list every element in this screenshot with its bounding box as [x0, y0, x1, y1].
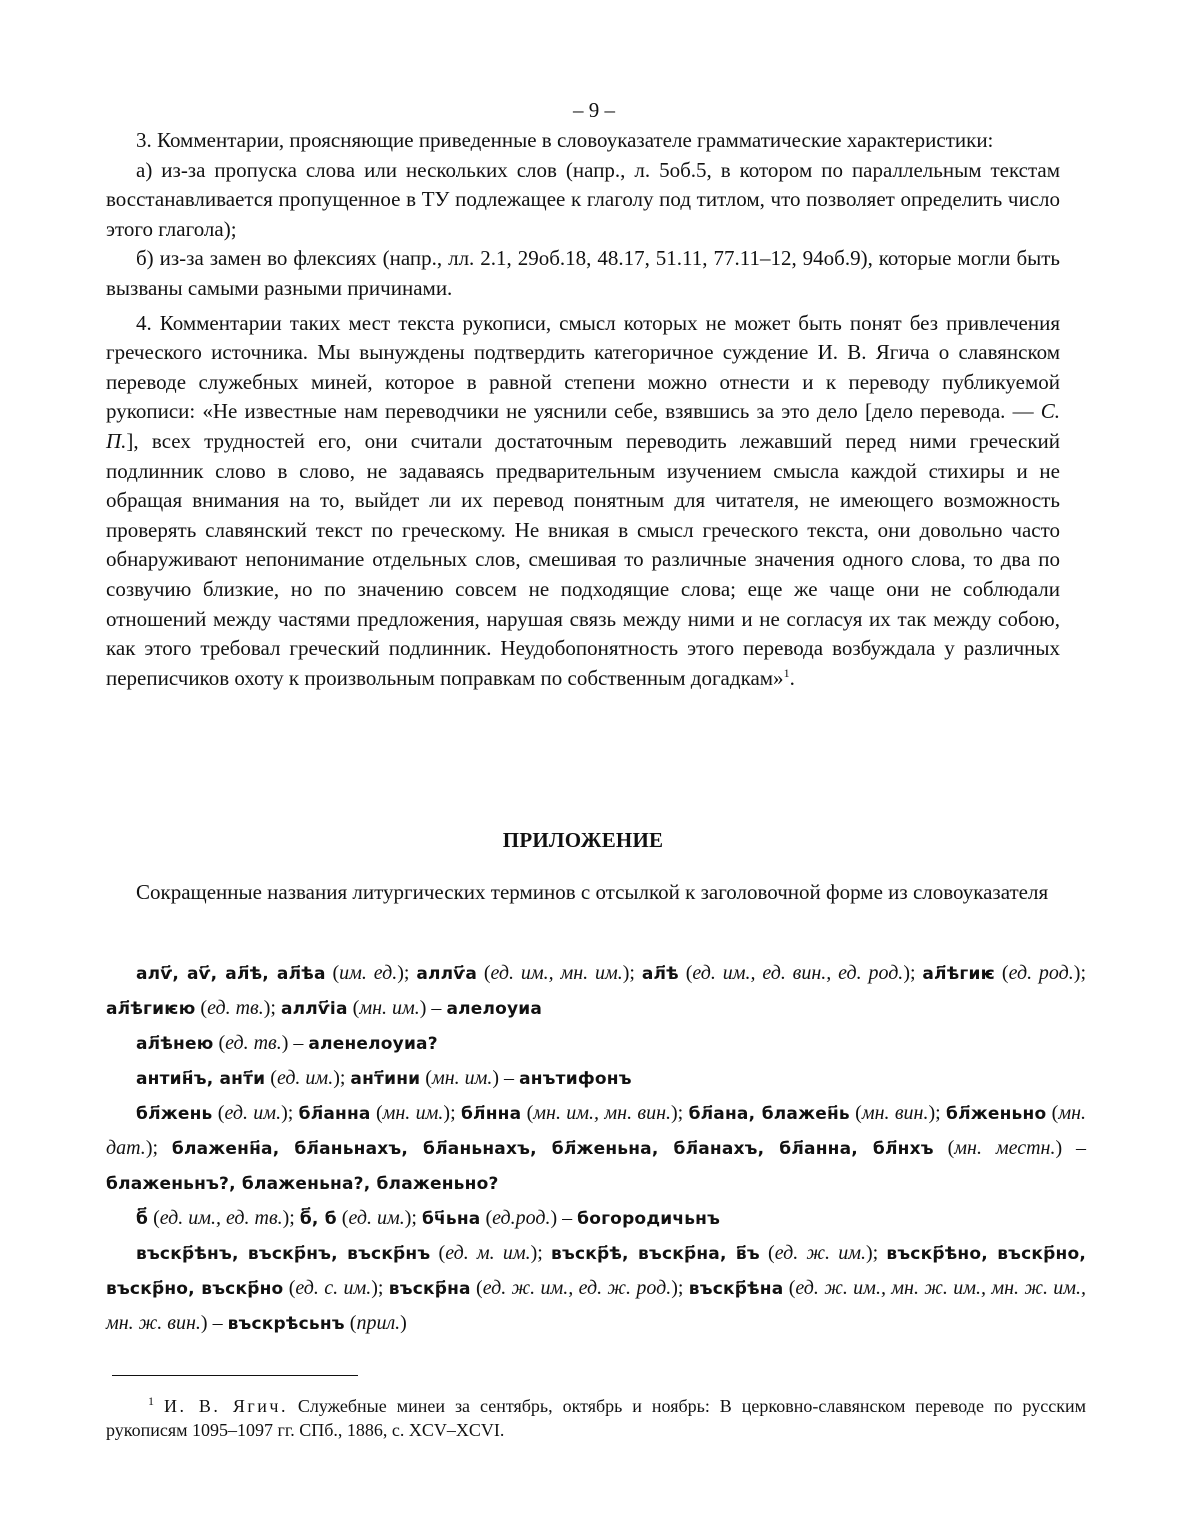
grammar-label: ед. ж. им., мн. ж. им., мн. ж. им., мн. ж. вин.	[106, 1277, 1087, 1334]
entry-text: );	[333, 1067, 351, 1089]
paragraph-4-part-a: 4. Комментарии таких мест текста рукописи, смысл которых не может быть понят без привлечения греческого источника. Мы вынуждены подтвердить категоричное суждение И. В. Ягича о славянском переводе служебных миней, которое в равной степени можно отнести и к переводу публикуемой рукописи: «Не известные нам переводчики не уяснили себе, взявшись за это дело [дело перевода. —	[106, 310, 1060, 424]
grammar-label: ед.род.	[492, 1207, 551, 1229]
entry-text: );	[903, 962, 923, 984]
slavonic-form: въскр҃ѣ, въскр҃на, в҃ъ	[551, 1244, 760, 1264]
grammar-label: ед. им.	[224, 1102, 282, 1124]
entry-text: );	[281, 1102, 299, 1124]
entry-text: (	[933, 1137, 955, 1159]
slavonic-form: бл҃анна	[298, 1104, 371, 1124]
entry-text: (	[678, 962, 693, 984]
entry-text: (	[420, 1067, 432, 1089]
grammar-label: ед. ж. им., ед. ж. род.	[482, 1277, 672, 1299]
slavonic-form: аллѵ҃а	[416, 964, 477, 984]
grammar-label: мн. им., мн. вин.	[533, 1102, 672, 1124]
footnote	[106, 1394, 1086, 1442]
grammar-label: ед. им.	[276, 1067, 334, 1089]
entry-text: );	[1073, 962, 1087, 984]
entry-text: (	[344, 1312, 357, 1334]
entry-text: );	[404, 1207, 422, 1229]
appendix-heading: ПРИЛОЖЕНИЕ	[502, 828, 664, 852]
grammar-label: им. ед.	[339, 962, 398, 984]
paragraph-3b: б) из-за замен во флексиях (напр., лл. 2.1, 29об.18, 48.17, 51.11, 77.11–12, 94об.9), которые могли быть вызваны самыми разными причинами.	[106, 246, 1060, 300]
paragraph-3: 3. Комментарии, проясняющие приведенные в словоуказателе грамматические характеристики:	[136, 128, 994, 152]
slavonic-form: аллѵ҃іа	[280, 999, 348, 1019]
entry-text: (	[480, 1207, 493, 1229]
entry-text: (	[347, 997, 360, 1019]
footnote-author: И. В. Ягич.	[163, 1396, 288, 1416]
slavonic-form: б҃, б	[299, 1209, 337, 1229]
entry-text: (	[265, 1067, 277, 1089]
slavonic-form: блаженьнъ?, блаженьна?, блаженьно?	[106, 1174, 499, 1194]
entry-text: ) –	[281, 1032, 309, 1054]
grammar-label: ед. им., ед. вин., ед. род.	[692, 962, 904, 984]
entry-text: );	[671, 1102, 689, 1124]
grammar-label: ед. род.	[1008, 962, 1074, 984]
slavonic-form: ал҃ѣгиѥ	[922, 964, 996, 984]
grammar-label: мн. вин.	[861, 1102, 929, 1124]
slavonic-form: бл҃нна	[460, 1104, 522, 1124]
entry-text: ) –	[1055, 1137, 1086, 1159]
slavonic-form: анътифонъ	[519, 1069, 632, 1089]
footnote-divider	[112, 1375, 358, 1376]
entry-text: );	[530, 1242, 552, 1264]
grammar-label: мн. дат.	[106, 1102, 1087, 1159]
entry-text: ) –	[492, 1067, 520, 1089]
entry-text: (	[1046, 1102, 1059, 1124]
grammar-label: ед. м. им.	[445, 1242, 531, 1264]
entry-text: (	[430, 1242, 446, 1264]
footnote-text: Служебные минеи за сентябрь, октябрь и ноябрь: В церковно-славянском переводе по русским рукописям 1095–1097 гг. СПб., 1886, с. XCV–XCVI.	[106, 1396, 1086, 1440]
slavonic-form: ант҃ини	[350, 1069, 421, 1089]
entry-text: )	[400, 1312, 407, 1334]
glossary-entries	[106, 956, 1086, 1341]
glossary-entry	[106, 1236, 1086, 1341]
entry-text: (	[370, 1102, 383, 1124]
paragraph-4-part-b: ], всех трудностей его, они считали достаточным переводить лежавший перед ними греческий подлинник слово в слово, не задаваясь предварительным изучением смысла каждой стихиры и не обращая внимания на то, выйдет ли их перевод понятным для читателя, не имеющего возможность проверять славянский текст по греческому. Не вникая в смысл греческого текста, они довольно часто обнаруживают непонимание отдельных слов, смешивая то различные значения одного слова, то два по созвучию близкие, но по значению совсем не подходящие слова; еще же чаще они не соблюдали отношений между частями предложения, нарушая связь между ними и не согласуя их так между собою, как этого требовал греческий подлинник. Неудобопонятность этого перевода возбуждала у различных переписчиков охоту к произвольным поправкам по собственным догадкам»	[106, 428, 1060, 690]
entry-text: );	[622, 962, 642, 984]
appendix-intro: Сокращенные названия литургических терминов с отсылкой к заголовочной форме из словоуказателя	[136, 880, 1049, 904]
slavonic-form: въскр҃ѣно, въскр҃но, въскр҃но, въскр҃но	[106, 1244, 1086, 1299]
slavonic-form: въскр҃на	[388, 1279, 471, 1299]
entry-text: );	[865, 1242, 887, 1264]
glossary-entry	[106, 1026, 1086, 1061]
paragraph-4	[106, 309, 1060, 694]
slavonic-form: антин҃ъ, ант҃и	[136, 1069, 266, 1089]
glossary-entry	[106, 1201, 1086, 1236]
slavonic-form: ал҃ѣ	[641, 964, 679, 984]
grammar-label: мн. им.	[359, 997, 420, 1019]
grammar-label: ед. им., мн. им.	[490, 962, 623, 984]
footnote-reference: 1	[783, 665, 790, 680]
paragraph-4-end: .	[789, 665, 795, 690]
slavonic-form: бч҃ьна	[421, 1209, 481, 1229]
slavonic-form: бл҃ана, блажен҃ь	[688, 1104, 850, 1124]
main-text	[106, 126, 1060, 693]
entry-text: );	[671, 1277, 689, 1299]
grammar-label: мн. им.	[382, 1102, 444, 1124]
editor-initials: С. П.	[106, 399, 1060, 453]
entry-text: );	[371, 1277, 389, 1299]
entry-text: ) –	[419, 997, 447, 1019]
grammar-label: прил.	[356, 1312, 401, 1334]
entry-text: (	[759, 1242, 775, 1264]
entry-text: );	[145, 1137, 172, 1159]
slavonic-form: бл҃женьно	[946, 1104, 1047, 1124]
entry-text: (	[195, 997, 208, 1019]
slavonic-form: въскр҃ѣнъ, въскр҃нъ, въскр҃нъ	[136, 1244, 431, 1264]
slavonic-form: въскрѣсьнъ	[227, 1314, 345, 1334]
entry-text: ) –	[550, 1207, 578, 1229]
glossary-entry	[106, 956, 1086, 1026]
grammar-label: ед. им., ед. тв.	[159, 1207, 283, 1229]
slavonic-form: ал҃ѣгиѥю	[106, 999, 196, 1019]
paragraph-3a: а) из-за пропуска слова или нескольких слов (напр., л. 5об.5, в котором по параллельным текстам восстанавливается пропущенное в ТУ подлежащее к глаголу под титлом, что позволяет определить число этого глагола);	[106, 157, 1060, 241]
slavonic-form: алѵ҃, аѵ҃, ал҃ѣ, ал҃ѣа	[136, 964, 326, 984]
slavonic-form: блаженн҃а, бл҃аньнахъ, бл҃аньнахъ, бл҃женьна, бл҃анахъ, бл҃анна, бл҃нхъ	[171, 1139, 934, 1159]
slavonic-form: бл҃жень	[136, 1104, 213, 1124]
entry-text: (	[325, 962, 340, 984]
grammar-label: ед. им.	[348, 1207, 405, 1229]
footnote-marker: 1	[148, 1394, 154, 1408]
slavonic-form: въскр҃ѣна	[688, 1279, 784, 1299]
entry-text: );	[282, 1207, 300, 1229]
page-number: – 9 –	[573, 98, 615, 122]
grammar-label: ед. тв.	[225, 1032, 282, 1054]
grammar-label: ед. ж. им.	[774, 1242, 866, 1264]
entry-text: (	[336, 1207, 349, 1229]
slavonic-form: алелоуиа	[446, 999, 543, 1019]
entry-text: (	[995, 962, 1009, 984]
entry-text: );	[397, 962, 417, 984]
slavonic-form: ал҃ѣнею	[136, 1034, 214, 1054]
slavonic-form: б҃	[136, 1209, 149, 1229]
entry-text: );	[928, 1102, 947, 1124]
entry-text: (	[521, 1102, 534, 1124]
entry-text: (	[470, 1277, 483, 1299]
grammar-label: мн. им.	[431, 1067, 493, 1089]
grammar-label: ед. с. им.	[295, 1277, 372, 1299]
grammar-label: мн. местн.	[954, 1137, 1056, 1159]
entry-text: (	[783, 1277, 796, 1299]
entry-text: (	[283, 1277, 296, 1299]
entry-text: ) –	[200, 1312, 228, 1334]
entry-text: (	[849, 1102, 862, 1124]
entry-text: (	[212, 1102, 225, 1124]
entry-text: );	[263, 997, 281, 1019]
glossary-entry	[106, 1061, 1086, 1096]
entry-text: (	[477, 962, 491, 984]
slavonic-form: богородичьнъ	[577, 1209, 721, 1229]
entry-text: (	[148, 1207, 160, 1229]
grammar-label: ед. тв.	[207, 997, 264, 1019]
slavonic-form: аленелоуиа?	[308, 1034, 438, 1054]
entry-text: (	[213, 1032, 226, 1054]
entry-text: );	[443, 1102, 461, 1124]
glossary-entry	[106, 1096, 1086, 1201]
